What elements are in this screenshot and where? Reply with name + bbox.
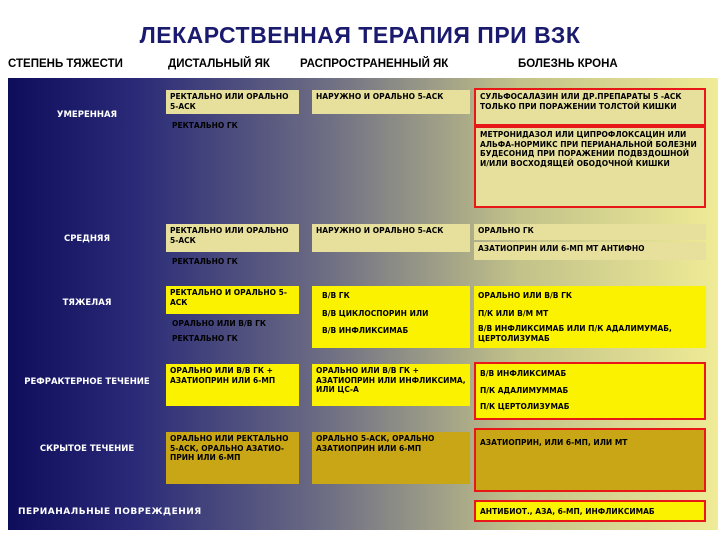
severe-distal-cell-1: РЕКТАЛЬНО И ОРАЛЬНО 5-АСК bbox=[166, 286, 299, 314]
severe-extensive-text-2: В/В ЦИКЛОСПОРИН ИЛИ bbox=[322, 308, 429, 318]
moderate-crohn-text-3: БУДЕСОНИД ПРИ ПОРАЖЕНИИ ПОДВЗДОШНОЙ И/ИЛИ ВОСХОДЯЩЕЙ ОБОДОЧНОЙ КИШКИ bbox=[480, 149, 690, 168]
header-extensive: РАСПРОСТРАНЕННЫЙ ЯК bbox=[300, 58, 449, 70]
severe-extensive-text-1: В/В ГК bbox=[322, 291, 350, 300]
severe-crohn-text-1: ОРАЛЬНО ИЛИ В/В ГК bbox=[478, 291, 572, 300]
medium-crohn-cell-1: ОРАЛЬНО ГК bbox=[474, 224, 706, 240]
moderate-extensive-cell: НАРУЖНО И ОРАЛЬНО 5-АСК bbox=[312, 90, 470, 114]
moderate-crohn-text-2: МЕТРОНИДАЗОЛ ИЛИ ЦИПРОФЛОКСАЦИН ИЛИ АЛЬФА-НОРМИКС ПРИ ПЕРИАНАЛЬНОЙ БОЛЕЗНИ bbox=[480, 130, 697, 149]
moderate-crohn-cell-2 bbox=[474, 126, 706, 208]
refractory-crohn-cell bbox=[474, 362, 706, 420]
severe-crohn-cell bbox=[474, 286, 706, 348]
severe-distal-cell-2: ОРАЛЬНО ИЛИ В/В ГК bbox=[172, 319, 266, 328]
refractory-distal-cell: ОРАЛЬНО ИЛИ В/В ГК + АЗАТИОПРИН ИЛИ 6-МП bbox=[166, 364, 299, 406]
medium-distal-cell-2: РЕКТАЛЬНО ГК bbox=[172, 257, 238, 266]
page-title: ЛЕКАРСТВЕННАЯ ТЕРАПИЯ ПРИ ВЗК bbox=[139, 22, 581, 48]
moderate-crohn-cell-1: СУЛЬФОСАЛАЗИН ИЛИ ДР.ПРЕПАРАТЫ 5 -АСК ТОЛЬКО ПРИ ПОРАЖЕНИИ ТОЛСТОЙ КИШКИ bbox=[474, 88, 706, 126]
refractory-crohn-text-3: П/К ЦЕРТОЛИЗУМАБ bbox=[480, 402, 570, 411]
refractory-extensive-cell: ОРАЛЬНО ИЛИ В/В ГК + АЗАТИОПРИН ИЛИ ИНФЛИКСИМА, ИЛИ ЦС-А bbox=[312, 364, 470, 406]
severity-perianal: ПЕРИАНАЛЬНЫЕ ПОВРЕЖДЕНИЯ bbox=[18, 507, 202, 517]
severe-extensive-cell bbox=[312, 286, 470, 348]
refractory-crohn-text-1: В/В ИНФЛИКСИМАБ bbox=[480, 369, 567, 378]
moderate-distal-cell-1: РЕКТАЛЬНО ИЛИ ОРАЛЬНО 5-АСК bbox=[166, 90, 299, 114]
latent-distal-cell: ОРАЛЬНО ИЛИ РЕКТАЛЬНО 5-АСК, ОРАЛЬНО АЗАТИО-ПРИН ИЛИ 6-МП bbox=[166, 432, 299, 484]
moderate-distal-cell-2: РЕКТАЛЬНО ГК bbox=[172, 121, 238, 130]
severe-crohn-text-2: П/К ИЛИ В/М МТ bbox=[478, 308, 549, 318]
medium-extensive-cell: НАРУЖНО И ОРАЛЬНО 5-АСК bbox=[312, 224, 470, 252]
severity-medium: СРЕДНЯЯ bbox=[63, 234, 111, 244]
severity-moderate: УМЕРЕННАЯ bbox=[56, 110, 118, 120]
header-crohn: БОЛЕЗНЬ КРОНА bbox=[518, 58, 618, 70]
medium-crohn-cell-2: АЗАТИОПРИН ИЛИ 6-МП МТ АНТИФНО bbox=[474, 242, 706, 260]
perianal-crohn-cell: АНТИБИОТ., АЗА, 6-МП, ИНФЛИКСИМАБ bbox=[474, 500, 706, 522]
severity-severe: ТЯЖЕЛАЯ bbox=[62, 298, 112, 308]
severe-extensive-text-3: В/В ИНФЛИКСИМАБ bbox=[322, 326, 409, 335]
refractory-crohn-text-2: П/К АДАЛИМУММАБ bbox=[480, 385, 569, 395]
medium-distal-cell-1: РЕКТАЛЬНО ИЛИ ОРАЛЬНО 5-АСК bbox=[166, 224, 299, 252]
latent-extensive-cell: ОРАЛЬНО 5-АСК, ОРАЛЬНО АЗАТИОПРИН ИЛИ 6-МП bbox=[312, 432, 470, 484]
header-severity: СТЕПЕНЬ ТЯЖЕСТИ bbox=[8, 58, 123, 70]
latent-crohn-cell: АЗАТИОПРИН, ИЛИ 6-МП, ИЛИ МТ bbox=[474, 428, 706, 492]
severe-distal-cell-3: РЕКТАЛЬНО ГК bbox=[172, 334, 238, 343]
severity-refractory: РЕФРАКТЕРНОЕ ТЕЧЕНИЕ bbox=[24, 377, 150, 387]
severity-latent: СКРЫТОЕ ТЕЧЕНИЕ bbox=[39, 444, 135, 454]
severe-crohn-text-3: В/В ИНФЛИКСИМАБ ИЛИ П/К АДАЛИМУМАБ, ЦЕРТОЛИЗУМАБ bbox=[478, 324, 672, 343]
header-distal: ДИСТАЛЬНЫЙ ЯК bbox=[168, 58, 270, 70]
